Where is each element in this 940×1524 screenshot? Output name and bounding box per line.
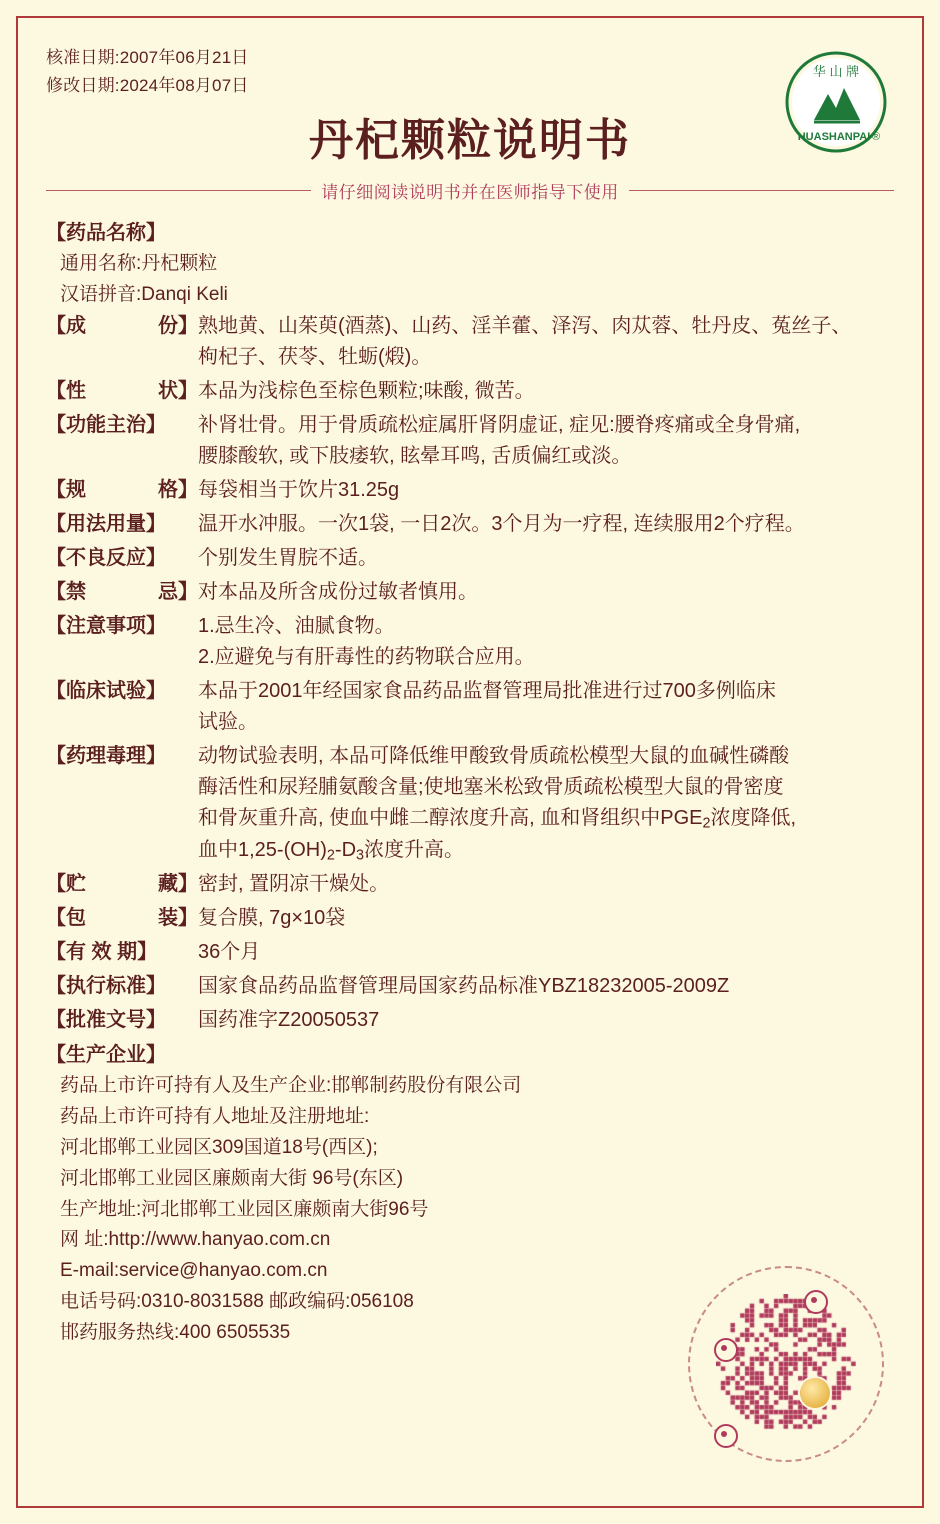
- label-part-a: 【包: [46, 907, 86, 930]
- section-packaging-value: 复合膜, 7g×10袋: [198, 907, 346, 930]
- svg-text:®: ®: [871, 131, 881, 143]
- section-properties-value: 本品为浅棕色至棕色颗粒;味酸, 微苦。: [198, 379, 535, 402]
- document-dates: [46, 44, 894, 100]
- section-pharmacology-label: 【药理毒理】: [46, 744, 166, 767]
- rule-left: [46, 190, 311, 191]
- section-dosage-value: 温开水冲服。一次1袋, 一日2次。3个月为一疗程, 连续服用2个疗程。: [198, 512, 805, 535]
- section-adverse: [46, 543, 894, 574]
- pharmacology-line-3: [198, 803, 894, 835]
- label-part-a: 【成: [46, 314, 86, 337]
- section-pharmacology: [46, 741, 894, 867]
- section-dosage: [46, 509, 894, 540]
- qr-finder-dot-bottom: [714, 1424, 738, 1448]
- qr-finder-dot-left: [714, 1338, 738, 1362]
- section-contraindication: [46, 577, 894, 608]
- precautions-line-2: 2.应避免与有肝毒性的药物联合应用。: [198, 645, 535, 668]
- section-ingredients-value: [198, 311, 894, 373]
- section-specification: [46, 475, 894, 506]
- section-contraindication-label: [46, 577, 198, 608]
- section-indications-value: [198, 410, 894, 472]
- phone-postcode-line: 电话号码:0310-8031588 邮政编码:056108: [60, 1290, 414, 1312]
- sections: [46, 217, 894, 1348]
- section-packaging: [46, 903, 894, 934]
- manufacturer-line-5: 生产地址:河北邯郸工业园区廉颇南大街96号: [60, 1198, 429, 1220]
- svg-text:HUASHANPAI: HUASHANPAI: [797, 131, 871, 143]
- section-approval-no-label: 【批准文号】: [46, 1009, 166, 1032]
- section-standard-label: 【执行标准】: [46, 975, 166, 998]
- section-ingredients: [46, 311, 894, 373]
- section-specification-value: 每袋相当于饮片31.25g: [198, 478, 400, 501]
- section-approval-no-value: 国药准字Z20050537: [198, 1009, 380, 1032]
- section-drug-name-body: [46, 249, 894, 311]
- section-precautions-label: 【注意事项】: [46, 614, 166, 637]
- section-storage-label: [46, 869, 198, 900]
- subtitle-text: 请仔细阅读说明书并在医师指导下使用: [321, 183, 619, 203]
- pharm-l4-c: 浓度升高。: [364, 838, 465, 861]
- indications-line-1: 补肾壮骨。用于骨质疏松症属肝肾阴虚证, 症见:腰脊疼痛或全身骨痛,: [198, 413, 801, 436]
- label-part-a: 【规: [46, 478, 86, 501]
- section-packaging-label: [46, 903, 198, 934]
- section-precautions-value: [198, 611, 894, 673]
- section-indications: [46, 410, 894, 472]
- section-ingredients-label: [46, 311, 198, 342]
- ingredients-line-1: 熟地黄、山茱萸(酒蒸)、山药、淫羊藿、泽泻、肉苁蓉、牡丹皮、菟丝子、: [198, 314, 852, 337]
- pharmacology-line-1: 动物试验表明, 本品可降低维甲酸致骨质疏松模型大鼠的血碱性磷酸: [198, 744, 790, 767]
- rule-right: [629, 190, 894, 191]
- pharm-l3-b: 浓度降低,: [710, 806, 797, 829]
- section-adverse-label: 【不良反应】: [46, 546, 166, 569]
- brand-logo: [784, 50, 888, 154]
- qr-code-image: [716, 1294, 856, 1434]
- label-part-b: 格】: [158, 478, 198, 501]
- website-line: 网 址:http://www.hanyao.com.cn: [60, 1229, 331, 1251]
- qr-center-emblem: [800, 1378, 830, 1408]
- section-properties: [46, 376, 894, 407]
- manufacturer-line-4: 河北邯郸工业园区廉颇南大街 96号(东区): [60, 1167, 404, 1189]
- section-adverse-value: 个别发生胃脘不适。: [198, 546, 378, 569]
- pharm-l4-b: -D: [334, 838, 357, 861]
- subtitle-row: [46, 178, 894, 203]
- label-part-b: 份】: [158, 314, 198, 337]
- section-pharmacology-value: [198, 741, 894, 867]
- manufacturer-line-1: 药品上市许可持有人及生产企业:邯郸制药股份有限公司: [60, 1075, 522, 1097]
- section-contraindication-value: 对本品及所含成份过敏者慎用。: [198, 580, 478, 603]
- page-title: 丹杞颗粒说明书: [309, 116, 631, 166]
- manufacturer-line-2: 药品上市许可持有人地址及注册地址:: [60, 1106, 370, 1128]
- pharmacology-line-4: [198, 835, 894, 867]
- revision-date: 修改日期:2024年08月07日: [46, 76, 249, 96]
- section-specification-label: [46, 475, 198, 506]
- page-content: [46, 44, 894, 1494]
- label-part-a: 【贮: [46, 873, 86, 896]
- clinical-line-2: 试验。: [198, 710, 258, 733]
- label-part-b: 装】: [158, 907, 198, 930]
- section-dosage-label: 【用法用量】: [46, 512, 166, 535]
- generic-name: 通用名称:丹杞颗粒: [60, 253, 218, 275]
- section-drug-name-label: 【药品名称】: [46, 222, 166, 245]
- hotline-line: 邯药服务热线:400 6505535: [60, 1321, 291, 1343]
- pharm-l3-sub: 2: [702, 815, 711, 832]
- section-shelf-life-label: 【有 效 期】: [46, 941, 158, 964]
- email-line: E-mail:service@hanyao.com.cn: [60, 1260, 328, 1282]
- approval-date: 核准日期:2007年06月21日: [46, 48, 249, 67]
- label-part-b: 忌】: [158, 580, 198, 603]
- section-shelf-life-value: 36个月: [198, 941, 261, 964]
- section-precautions: [46, 611, 894, 673]
- label-part-a: 【禁: [46, 580, 86, 603]
- pharm-l4-a: 血中1,25-(OH): [198, 838, 327, 861]
- pharmacology-line-2: 酶活性和尿羟脯氨酸含量;使地塞米松致骨质疏松模型大鼠的骨密度: [198, 775, 784, 798]
- label-part-a: 【性: [46, 379, 86, 402]
- section-approval-no: [46, 1005, 894, 1036]
- pharm-l4-sub2: 3: [356, 847, 365, 864]
- section-indications-label: 【功能主治】: [46, 413, 166, 436]
- section-standard: [46, 971, 894, 1002]
- section-storage-value: 密封, 置阴凉干燥处。: [198, 873, 390, 896]
- section-shelf-life: [46, 937, 894, 968]
- section-standard-value: 国家食品药品监督管理局国家药品标准YBZ18232005-2009Z: [198, 975, 730, 998]
- ingredients-line-2: 枸杞子、茯苓、牡蛎(煅)。: [198, 345, 432, 368]
- pharm-l3-a: 和骨灰重升高, 使血中雌二醇浓度升高, 血和肾组织中PGE: [198, 806, 703, 829]
- section-clinical-label: 【临床试验】: [46, 679, 166, 702]
- section-storage: [46, 869, 894, 900]
- label-part-b: 藏】: [158, 873, 198, 896]
- qr-code-badge: [688, 1266, 884, 1462]
- section-properties-label: [46, 376, 198, 407]
- pharm-l4-sub1: 2: [326, 847, 335, 864]
- label-part-b: 状】: [158, 379, 198, 402]
- pinyin-name: 汉语拼音:Danqi Keli: [60, 283, 228, 305]
- precautions-line-1: 1.忌生冷、油腻食物。: [198, 614, 395, 637]
- clinical-line-1: 本品于2001年经国家食品药品监督管理局批准进行过700多例临床: [198, 679, 776, 702]
- indications-line-2: 腰膝酸软, 或下肢痿软, 眩晕耳鸣, 舌质偏红或淡。: [198, 444, 632, 467]
- qr-finder-dot-top: [804, 1290, 828, 1314]
- section-manufacturer-label: 【生产企业】: [46, 1044, 166, 1067]
- svg-text:华 山 牌: 华 山 牌: [812, 64, 860, 79]
- section-clinical-value: [198, 676, 894, 738]
- manufacturer-line-3: 河北邯郸工业园区309国道18号(西区);: [60, 1137, 378, 1158]
- section-clinical: [46, 676, 894, 738]
